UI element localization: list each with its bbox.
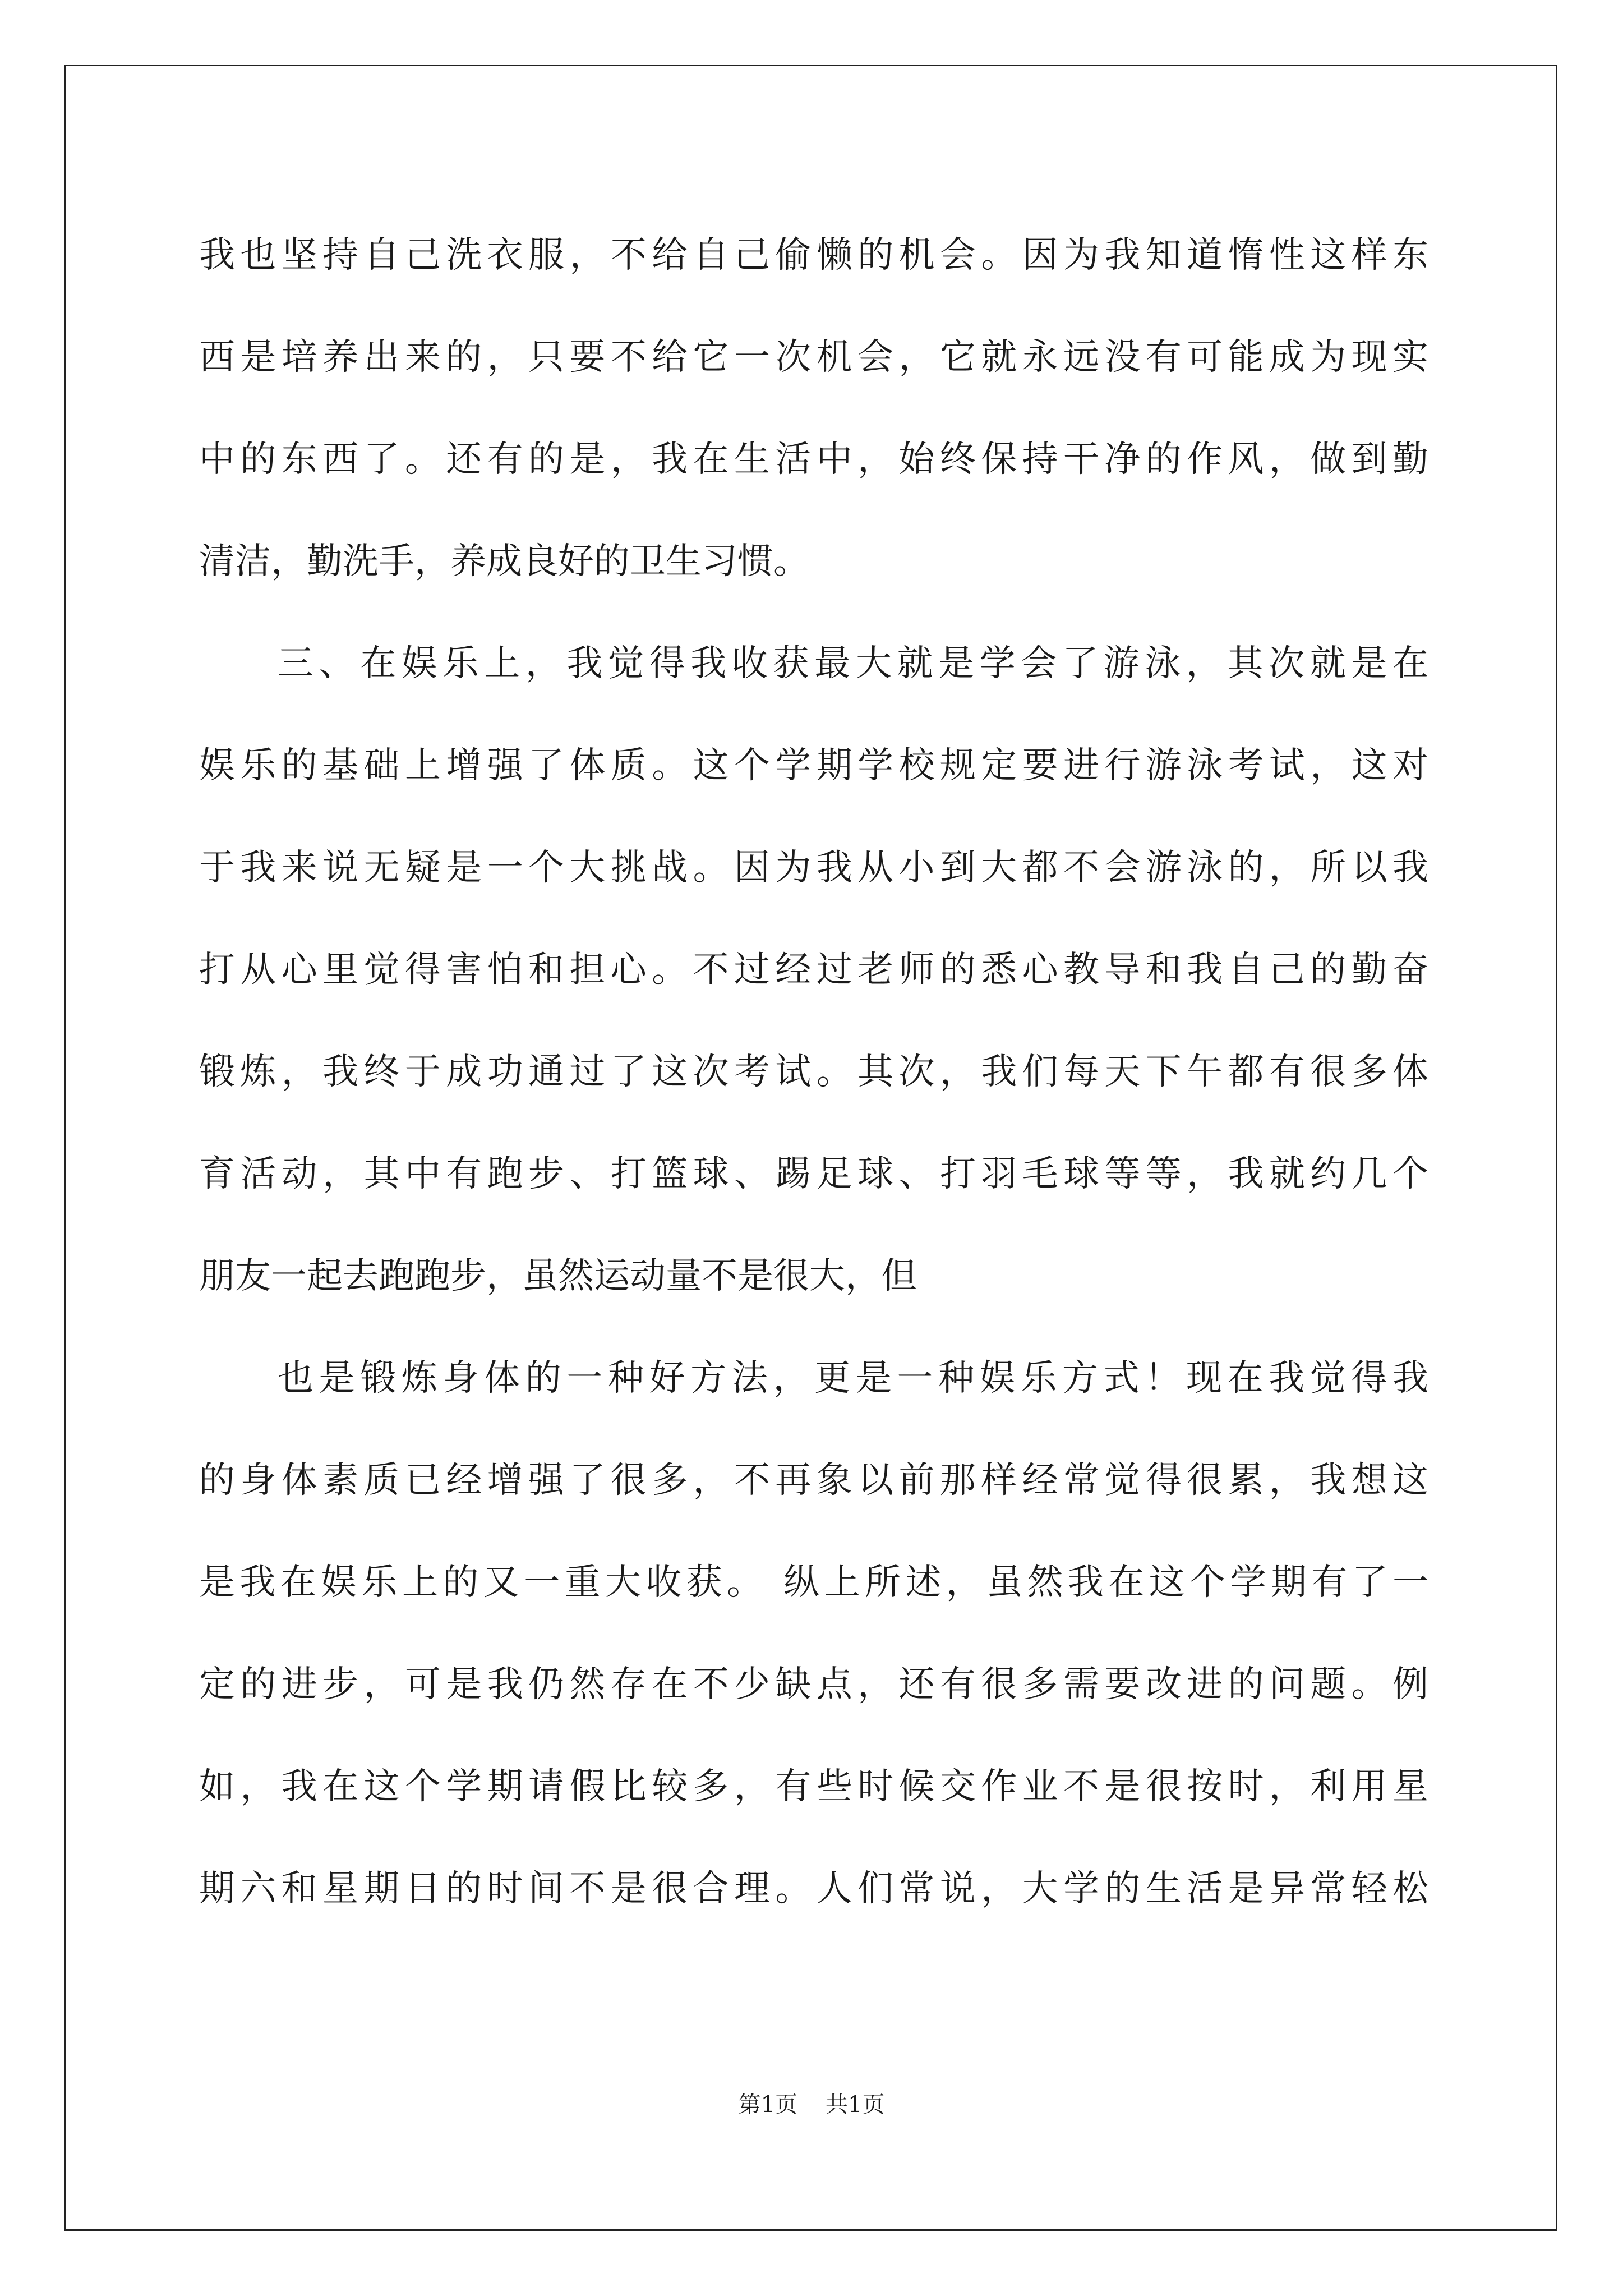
text-line: 如，我在这个学期请假比较多，有些时候交作业不是很按时，利用星: [199, 1766, 1428, 1807]
text-line: 三、在娱乐上，我觉得我收获最大就是学会了游泳，其次就是在: [278, 643, 1428, 684]
text-line: 我也坚持自己洗衣服，不给自己偷懒的机会。因为我知道惰性这样东: [199, 234, 1428, 276]
page-footer: [0, 2088, 1623, 2122]
text-line: 于我来说无疑是一个大挑战。因为我从小到大都不会游泳的，所以我: [199, 847, 1428, 889]
text-line: 清洁，勤洗手，养成良好的卫生习惯。: [199, 541, 809, 582]
text-line: 期六和星期日的时间不是很合理。人们常说，大学的生活是异常轻松: [199, 1868, 1428, 1910]
text-line: 也是锻炼身体的一种好方法，更是一种娱乐方式！现在我觉得我: [278, 1358, 1428, 1399]
page-total: 共1页: [826, 2092, 885, 2118]
text-line: 娱乐的基础上增强了体质。这个学期学校规定要进行游泳考试，这对: [199, 745, 1428, 786]
text-line: 中的东西了。还有的是，我在生活中，始终保持干净的作风，做到勤: [199, 439, 1428, 480]
text-line: 的身体素质已经增强了很多，不再象以前那样经常觉得很累，我想这: [199, 1460, 1428, 1501]
text-line: 是我在娱乐上的又一重大收获。 纵上所述，虽然我在这个学期有了一: [199, 1562, 1428, 1603]
text-line: 育活动，其中有跑步、打篮球、踢足球、打羽毛球等等，我就约几个: [199, 1153, 1428, 1195]
page-number: 第1页: [738, 2092, 797, 2118]
text-line: 西是培养出来的，只要不给它一次机会，它就永远没有可能成为现实: [199, 337, 1428, 378]
text-line: 打从心里觉得害怕和担心。不过经过老师的悉心教导和我自己的勤奋: [199, 949, 1428, 991]
text-line: 定的进步，可是我仍然存在不少缺点，还有很多需要改进的问题。例: [199, 1664, 1428, 1705]
text-line: 锻炼，我终于成功通过了这次考试。其次，我们每天下午都有很多体: [199, 1051, 1428, 1093]
text-line: 朋友一起去跑跑步，虽然运动量不是很大，但: [199, 1255, 917, 1297]
